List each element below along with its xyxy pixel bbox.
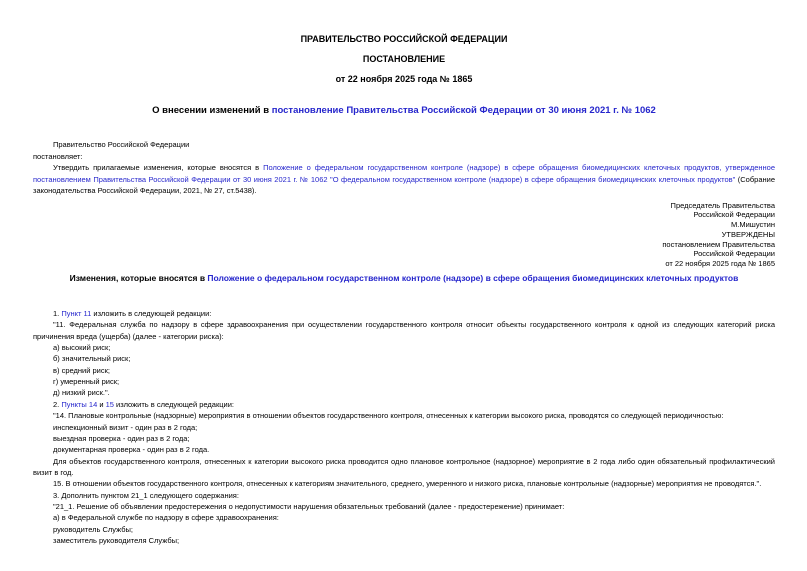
body-paragraph — [33, 501, 775, 512]
signature-block — [33, 201, 775, 270]
text-run: изложить в следующей редакции: — [113, 399, 235, 409]
signature-line: Российской Федерации — [693, 210, 775, 220]
text-run: г) умеренный риск; — [53, 377, 120, 387]
body-paragraph — [33, 456, 775, 479]
doc-title-prefix: О внесении изменений в — [152, 105, 272, 116]
document-header — [33, 34, 775, 85]
body-paragraph — [33, 490, 775, 501]
preamble — [33, 139, 775, 197]
body-paragraph — [33, 365, 775, 376]
body-paragraph — [33, 422, 775, 433]
approve-paragraph — [33, 162, 775, 197]
body-paragraph — [33, 433, 775, 444]
body-paragraph — [33, 376, 775, 387]
text-run: инспекционный визит - один раз в 2 года; — [53, 422, 198, 432]
body-paragraph — [33, 353, 775, 364]
changes-heading-prefix: Изменения, которые вносятся в — [69, 273, 208, 284]
body-paragraph — [33, 399, 775, 410]
approve-source-text: (Собрание законодательства Российской Федерации, 2021, № 27, ст.5438). — [33, 174, 775, 195]
text-run: и — [97, 399, 106, 409]
document-link[interactable]: Пункт 11 — [61, 309, 92, 319]
text-run: руководитель Службы; — [53, 524, 133, 534]
body-paragraph — [33, 444, 775, 455]
signature-line: Российской Федерации — [693, 249, 775, 259]
body-paragraph — [33, 308, 775, 319]
text-run: выездная проверка - один раз в 2 года; — [53, 433, 190, 443]
text-run: а) в Федеральной службе по надзору в сфере здравоохранения: — [53, 513, 279, 523]
body-paragraph — [33, 535, 775, 546]
government-name: ПРАВИТЕЛЬСТВО РОССИЙСКОЙ ФЕДЕРАЦИИ — [300, 34, 508, 44]
signature-line: от 22 ноября 2025 года № 1865 — [665, 259, 775, 269]
doc-type: ПОСТАНОВЛЕНИЕ — [362, 54, 446, 64]
document-link[interactable]: Пункты 14 — [61, 399, 98, 409]
body-paragraph — [33, 342, 775, 353]
preamble-line-2: постановляет: — [33, 151, 83, 161]
changes-heading-link[interactable]: Положение о федеральном государственном контроле (надзоре) в сфере обращения биомедицинских клеточных продуктов — [207, 273, 739, 284]
text-run: Для объектов государственного контроля, отнесенных к категории высокого риска проводится одно плановое контрольное (надзорное) мероприятие в 2 года либо один обязательный профилактический визит в год. — [33, 456, 775, 477]
text-run: в) средний риск; — [53, 365, 110, 375]
signature-line: постановлением Правительства — [662, 239, 775, 249]
text-run: б) значительный риск; — [53, 354, 131, 364]
doc-title-link[interactable]: постановление Правительства Российской Федерации от 30 июня 2021 г. № 1062 — [271, 105, 656, 116]
text-run: 15. В отношении объектов государственного контроля, отнесенных к категориям значительного, среднего, умеренного и низкого риска, плановые контрольные (надзорные) мероприятия не проводятся.". — [53, 479, 762, 489]
text-run: а) высокий риск; — [53, 343, 111, 353]
body-paragraph — [33, 410, 775, 421]
text-run: заместитель руководителя Службы; — [53, 535, 180, 545]
text-run: 3. Дополнить пунктом 21_1 следующего содержания: — [53, 490, 239, 500]
body-paragraph — [33, 512, 775, 523]
text-run: "11. Федеральная служба по надзору в сфере здравоохранения при осуществлении государственного контроля относит объекты государственного контроля к одной из следующих категорий риска причинения вреда (ущерба) (далее - категории риска): — [33, 320, 775, 341]
document-link[interactable]: 15 — [105, 399, 114, 409]
text-run: "14. Плановые контрольные (надзорные) мероприятия в отношении объектов государственного контроля, отнесенных к категории высокого риска, проводятся со следующей периодичностью: — [53, 411, 724, 421]
text-run: 1. — [53, 309, 62, 319]
doc-title — [33, 105, 775, 117]
regulation-link[interactable]: Положение о федеральном государственном контроле (надзоре) в сфере обращения биомедицинских клеточных продуктов, утвержденное постановлением Правительства Российской Федерации от 30 июня 2021 г. № 1062 "О федеральном государственном контроле (надзоре) в сфере обращения биомедицинских клеточных продуктов" — [33, 163, 775, 184]
signature-line: Председатель Правительства — [670, 200, 775, 210]
body-paragraph — [33, 524, 775, 535]
preamble-line-1: Правительство Российской Федерации — [53, 140, 190, 149]
body-paragraph — [33, 387, 775, 398]
text-run: д) низкий риск.". — [53, 388, 110, 398]
signature-line: УТВЕРЖДЕНЫ — [721, 229, 775, 239]
document-body — [33, 308, 775, 546]
body-paragraph — [33, 319, 775, 342]
approve-text: Утвердить прилагаемые изменения, которые вносятся в — [53, 163, 264, 172]
text-run: изложить в следующей редакции: — [91, 309, 212, 319]
changes-heading — [33, 273, 775, 284]
text-run: документарная проверка - один раз в 2 года. — [53, 445, 210, 455]
doc-date-number: от 22 ноября 2025 года № 1865 — [335, 74, 473, 84]
text-run: 2. — [53, 399, 62, 409]
text-run: "21_1. Решение об объявлении предостережения о недопустимости нарушения обязательных требований (далее - предостережение) принимает: — [53, 501, 565, 511]
signature-line: М.Мишустин — [731, 220, 775, 230]
body-paragraph — [33, 478, 775, 489]
